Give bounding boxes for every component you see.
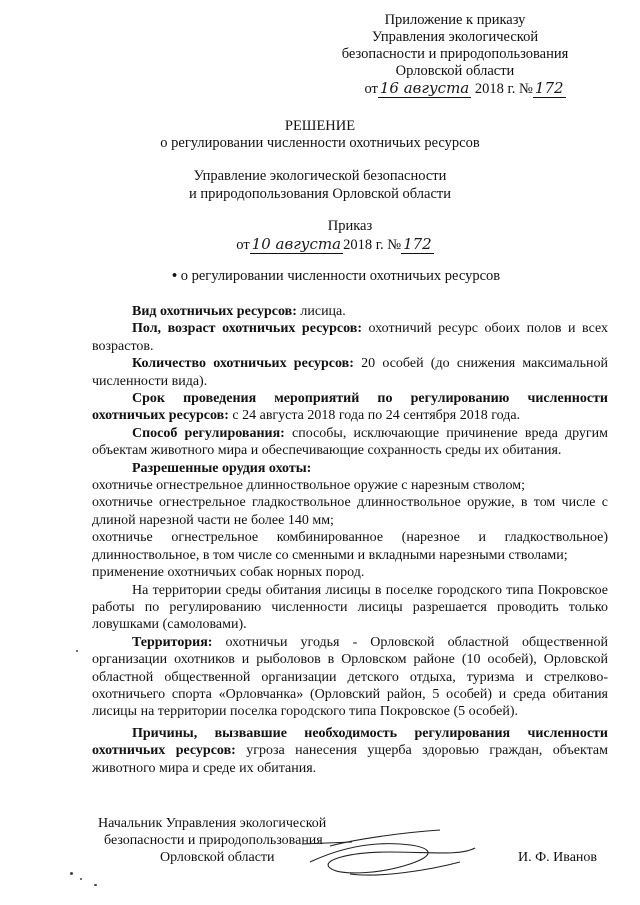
appendix-block bbox=[330, 12, 580, 98]
scan-speck bbox=[80, 878, 82, 880]
org-line: Управление экологической безопасности bbox=[193, 168, 447, 184]
appendix-line: Управления экологической bbox=[371, 29, 539, 45]
appendix-date-handwritten: 16 августа bbox=[379, 79, 470, 97]
appendix-number-handwritten: 172 bbox=[534, 79, 564, 97]
sex-value: охотничий ресурс обоих полов и всех возрастов. bbox=[92, 321, 608, 354]
appendix-date-year: 2018 г. № bbox=[474, 81, 533, 97]
method-paragraph bbox=[92, 425, 608, 460]
order-subject-line bbox=[172, 268, 500, 285]
order-date-line bbox=[0, 235, 640, 254]
order-date-handwritten: 10 августа bbox=[251, 235, 342, 253]
type-label: Вид охотничьих ресурсов: bbox=[132, 304, 297, 319]
order-year: 2018 г. № bbox=[343, 237, 402, 253]
quantity-label: Количество охотничьих ресурсов: bbox=[132, 356, 354, 372]
document-title: РЕШЕНИЕ bbox=[284, 118, 356, 134]
org-line: и природопользования Орловской области bbox=[189, 186, 451, 202]
type-value: лисица. bbox=[296, 304, 346, 319]
appendix-line: безопасности и природопользования bbox=[341, 46, 569, 62]
order-number-handwritten: 172 bbox=[403, 235, 432, 253]
decision-body bbox=[92, 303, 608, 777]
signatory-name: И. Ф. Иванов bbox=[518, 850, 598, 865]
reasons-paragraph bbox=[92, 725, 608, 777]
territory-paragraph bbox=[92, 634, 608, 721]
appendix-line: Орловской области bbox=[395, 63, 515, 79]
tools-heading bbox=[92, 460, 608, 477]
order-date-prefix: от bbox=[236, 237, 250, 253]
sex-paragraph bbox=[92, 320, 608, 355]
method-label: Способ регулирования: bbox=[132, 425, 285, 441]
signatory-title-line: Начальник Управления экологической bbox=[98, 816, 327, 831]
reasons-label: Причины, вызвавшие необходимость регулирования численности охотничьих ресурсов: bbox=[92, 725, 608, 759]
order-label: Приказ bbox=[327, 218, 373, 234]
territory-label: Территория: bbox=[132, 634, 213, 650]
reasons-value: угроза нанесения ущерба здоровью граждан, объектам животного мира и среде их обитания. bbox=[92, 743, 608, 776]
pokrovskoe-paragraph: На территории среды обитания лисицы в поселке городского типа Покровское работы по регулированию численности лисицы разрешается проводить только ловушками (самоловами). bbox=[92, 582, 608, 633]
period-value: с 24 августа 2018 года по 24 сентября 2018 года. bbox=[228, 408, 521, 424]
tool-item: охотничье огнестрельное длинноствольное оружие с нарезным стволом; bbox=[92, 478, 526, 494]
appendix-line: Приложение к приказу bbox=[384, 12, 526, 28]
tool-item: охотничье огнестрельное комбинированное (нарезное и гладкоствольное) длинноствольное, в том числе со сменными и вкладными нарезными стволами; bbox=[92, 530, 608, 563]
signatory-title-line: безопасности и природопользования bbox=[104, 833, 323, 848]
tool-item: применение охотничьих собак норных пород. bbox=[92, 565, 365, 581]
appendix-date-line bbox=[330, 80, 580, 98]
type-paragraph bbox=[92, 303, 608, 320]
quantity-value: 20 особей (до снижения максимальной численности вида). bbox=[92, 356, 608, 389]
quantity-paragraph bbox=[92, 355, 608, 390]
scan-speck bbox=[94, 884, 97, 886]
sex-label: Пол, возраст охотничьих ресурсов: bbox=[132, 321, 362, 337]
tool-item: охотничье огнестрельное гладкоствольное длинноствольное оружие, в том числе с длиной нарезной части не более 140 мм; bbox=[92, 495, 608, 528]
scan-speck bbox=[76, 650, 78, 652]
document-subtitle: о регулировании численности охотничьих ресурсов bbox=[160, 135, 480, 151]
method-value: способы, исключающие причинение вреда другим объектам животного мира и обеспечивающие сохранность среды их обитания. bbox=[92, 425, 609, 459]
period-paragraph bbox=[92, 390, 608, 425]
period-label: Срок проведения мероприятий по регулированию численности охотничьих ресурсов: bbox=[92, 391, 608, 424]
bullet-mark: • bbox=[172, 268, 178, 284]
signatory-title-line: Орловской области bbox=[160, 850, 275, 865]
territory-value: охотничьи угодья - Орловской областной общественной организации охотников и рыболовов в Орловском районе (10 особей), Орловской областной общественной организации детского отдыха, туризма и стрелково-охотничьего спорта «Орловчанка» (Орловский район, 5 особей) и среда обитания лисицы на территории поселка городского типа Покровское (5 особей). bbox=[92, 634, 608, 720]
order-subject: о регулировании численности охотничьих ресурсов bbox=[180, 268, 501, 284]
appendix-date-prefix: от bbox=[364, 81, 378, 97]
scan-speck bbox=[70, 872, 73, 875]
tools-label: Разрешенные орудия охоты: bbox=[132, 460, 312, 476]
handwritten-signature bbox=[290, 818, 490, 886]
